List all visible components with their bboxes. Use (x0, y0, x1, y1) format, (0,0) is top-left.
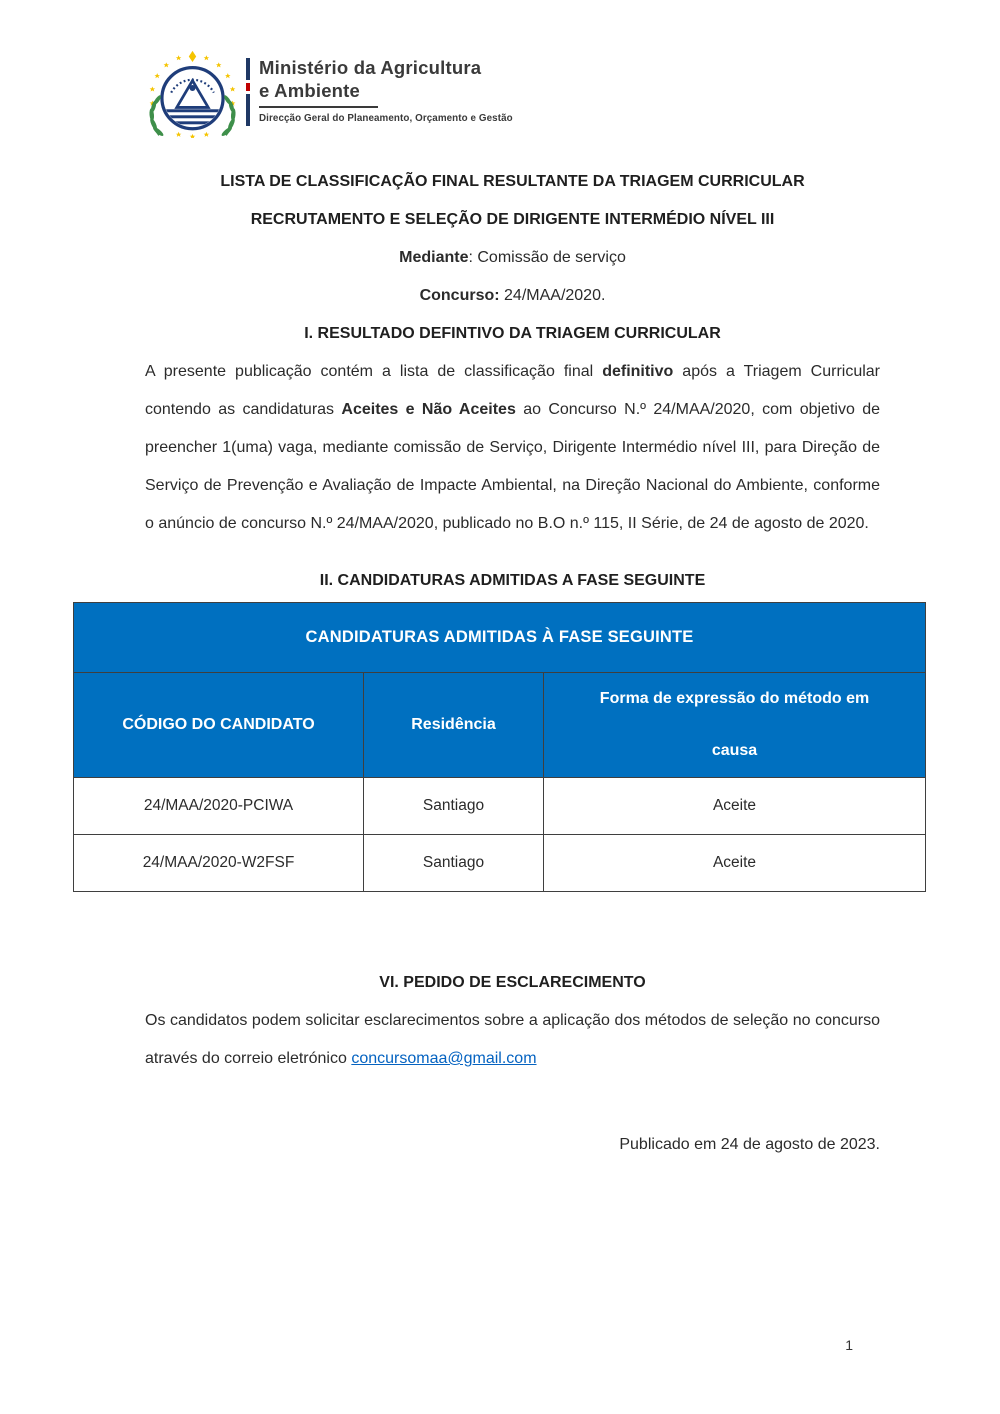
mediante-label: Mediante (399, 249, 469, 266)
concurso-label: Concurso: (419, 287, 500, 304)
concurso-value: 24/MAA/2020. (499, 287, 606, 304)
cell-residence: Santiago (364, 778, 544, 835)
column-header-codigo: CÓDIGO DO CANDIDATO (74, 673, 364, 778)
department-name: Direcção Geral do Planeamento, Orçamento e Gestão (259, 113, 513, 124)
published-line: Publicado em 24 de agosto de 2023. (619, 1136, 880, 1153)
ministry-name-block (259, 56, 513, 124)
ministry-logo (145, 50, 513, 138)
column-header-forma: Forma de expressão do método em causa (544, 673, 926, 778)
intro-paragraph-seg2: após a Triagem Curricular contendo as candidaturas (145, 363, 881, 418)
cell-residence: Santiago (364, 835, 544, 892)
clarification-paragraph-text: Os candidatos podem solicitar esclarecimentos sobre a aplicação dos métodos de seleção no concurso através do correio eletrónico (145, 1012, 880, 1067)
mediante-value: : Comissão de serviço (468, 249, 626, 266)
cell-candidate-code: 24/MAA/2020-PCIWA (74, 778, 364, 835)
cell-result: Aceite (544, 835, 926, 892)
cape-verde-emblem-icon (145, 50, 240, 138)
table-row (74, 778, 926, 835)
clarification-paragraph (145, 1002, 880, 1078)
document-title-line2: RECRUTAMENTO E SELEÇÃO DE DIRIGENTE INTERMÉDIO NÍVEL III (250, 211, 775, 228)
intro-paragraph-seg1: A presente publicação contém a lista de classificação final (145, 363, 603, 380)
document-title-line1: LISTA DE CLASSIFICAÇÃO FINAL RESULTANTE DA TRIAGEM CURRICULAR (220, 173, 805, 190)
column-header-residencia: Residência (364, 673, 544, 778)
section-vi-heading: VI. PEDIDO DE ESCLARECIMENTO (379, 974, 646, 991)
intro-paragraph-bold1: definitivo (602, 363, 674, 380)
intro-paragraph-seg3: ao Concurso N.º 24/MAA/2020, com objetivo de preencher 1(uma) vaga, mediante comissão de Serviço, Dirigente Intermédio nível III, para Direção de Serviço de Prevenção e Avaliação de Impacte Ambiental, na Direção Nacional do Ambiente, conforme o anúncio de concurso N.º 24/MAA/2020, publicado no B.O n.º 115, II Série, de 24 de agosto de 2020. (145, 401, 880, 532)
table-header-row (74, 673, 926, 778)
email-link[interactable]: concursomaa@gmail.com (351, 1050, 537, 1067)
intro-paragraph-bold2: Aceites e Não Aceites (341, 401, 516, 418)
page-number: 1 (845, 1337, 853, 1353)
table-banner-row (74, 603, 926, 673)
ministry-name-line2: e Ambiente (259, 79, 378, 108)
ministry-name-line1: Ministério da Agricultura (259, 57, 482, 78)
concurso-line (145, 277, 880, 315)
admissions-table (73, 602, 926, 892)
cell-candidate-code: 24/MAA/2020-W2FSF (74, 835, 364, 892)
logo-divider (246, 58, 250, 126)
intro-paragraph (145, 353, 880, 543)
table-row (74, 835, 926, 892)
section-i-heading: I. RESULTADO DEFINTIVO DA TRIAGEM CURRICULAR (304, 325, 721, 342)
table-banner: CANDIDATURAS ADMITIDAS À FASE SEGUINTE (74, 603, 926, 673)
plumb-bob-icon (189, 51, 196, 62)
section-ii-heading: II. CANDIDATURAS ADMITIDAS A FASE SEGUINTE (319, 572, 706, 589)
mediante-line (145, 239, 880, 277)
cell-result: Aceite (544, 778, 926, 835)
